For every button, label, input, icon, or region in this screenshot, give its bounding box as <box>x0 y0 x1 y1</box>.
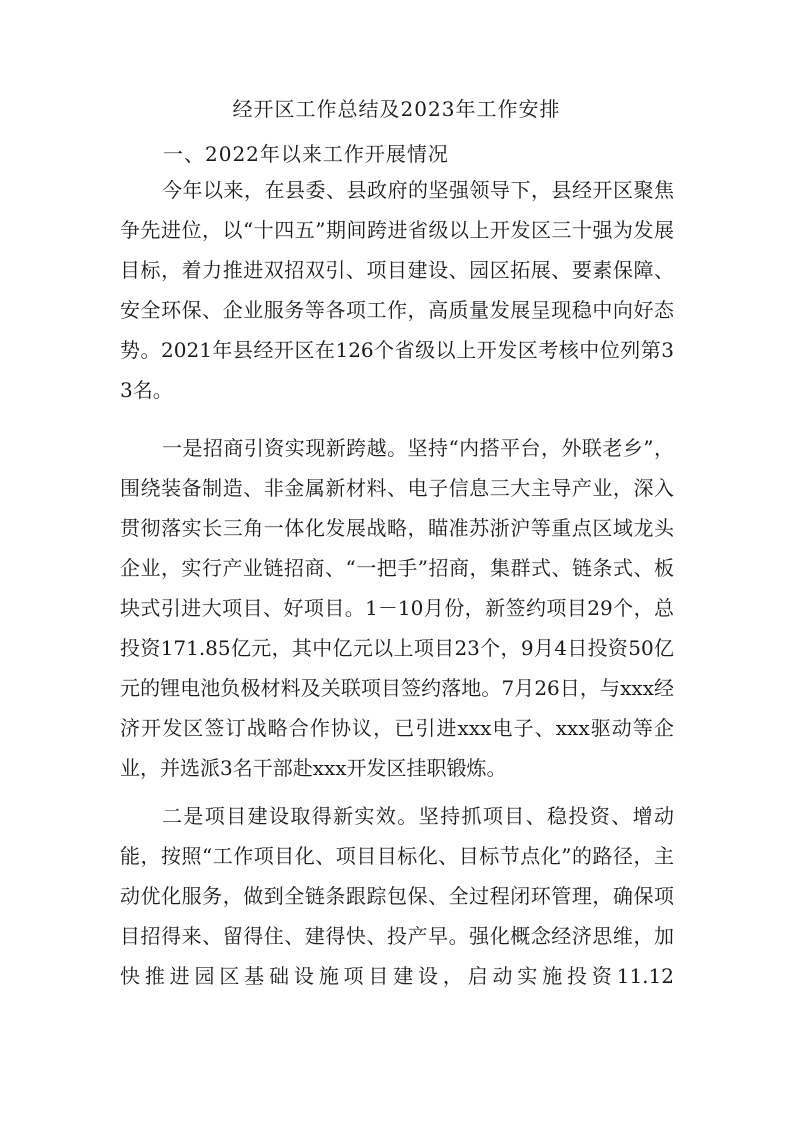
document-title: 经开区工作总结及2023年工作安排 <box>232 97 561 121</box>
paragraph-2: 一是招商引资实现新跨越。坚持“内搭平台，外联老乡”，围绕装备制造、非金属新材料、电子信息三大主导产业，深入贯彻落实长三角一体化发展战略，瞄准苏浙沪等重点区域龙头企业，实行产业链招商、“一把手”招商，集群式、链条式、板块式引进大项目、好项目。1－10月份，新签约项目29个，总投资171.85亿元，其中亿元以上项目23个，9月4日投资50亿元的锂电池负极材料及关联项目签约落地。7月26日，与xxx经济开发区签订战略合作协议，已引进xxx电子、xxx驱动等企业，并选派3名干部赴xxx开发区挂职锻炼。 <box>120 436 674 780</box>
section-heading: 一、2022年以来工作开展情况 <box>163 142 449 166</box>
paragraph-1: 今年以来，在县委、县政府的坚强领导下，县经开区聚焦争先进位，以“十四五”期间跨进省级以上开发区三十强为发展目标，着力推进双招双引、项目建设、园区拓展、要素保障、安全环保、企业服务等各项工作，高质量发展呈现稳中向好态势。2021年县经开区在126个省级以上开发区考核中位列第33名。 <box>120 178 674 402</box>
paragraph-3: 二是项目建设取得新实效。坚持抓项目、稳投资、增动能，按照“工作项目化、项目目标化、目标节点化”的路径，主动优化服务，做到全链条跟踪包保、全过程闭环管理，确保项目招得来、留得住、建得快、投产早。强化概念经济思维，加快推进园区基础设施项目建设，启动实施投资11.12 <box>120 804 674 988</box>
